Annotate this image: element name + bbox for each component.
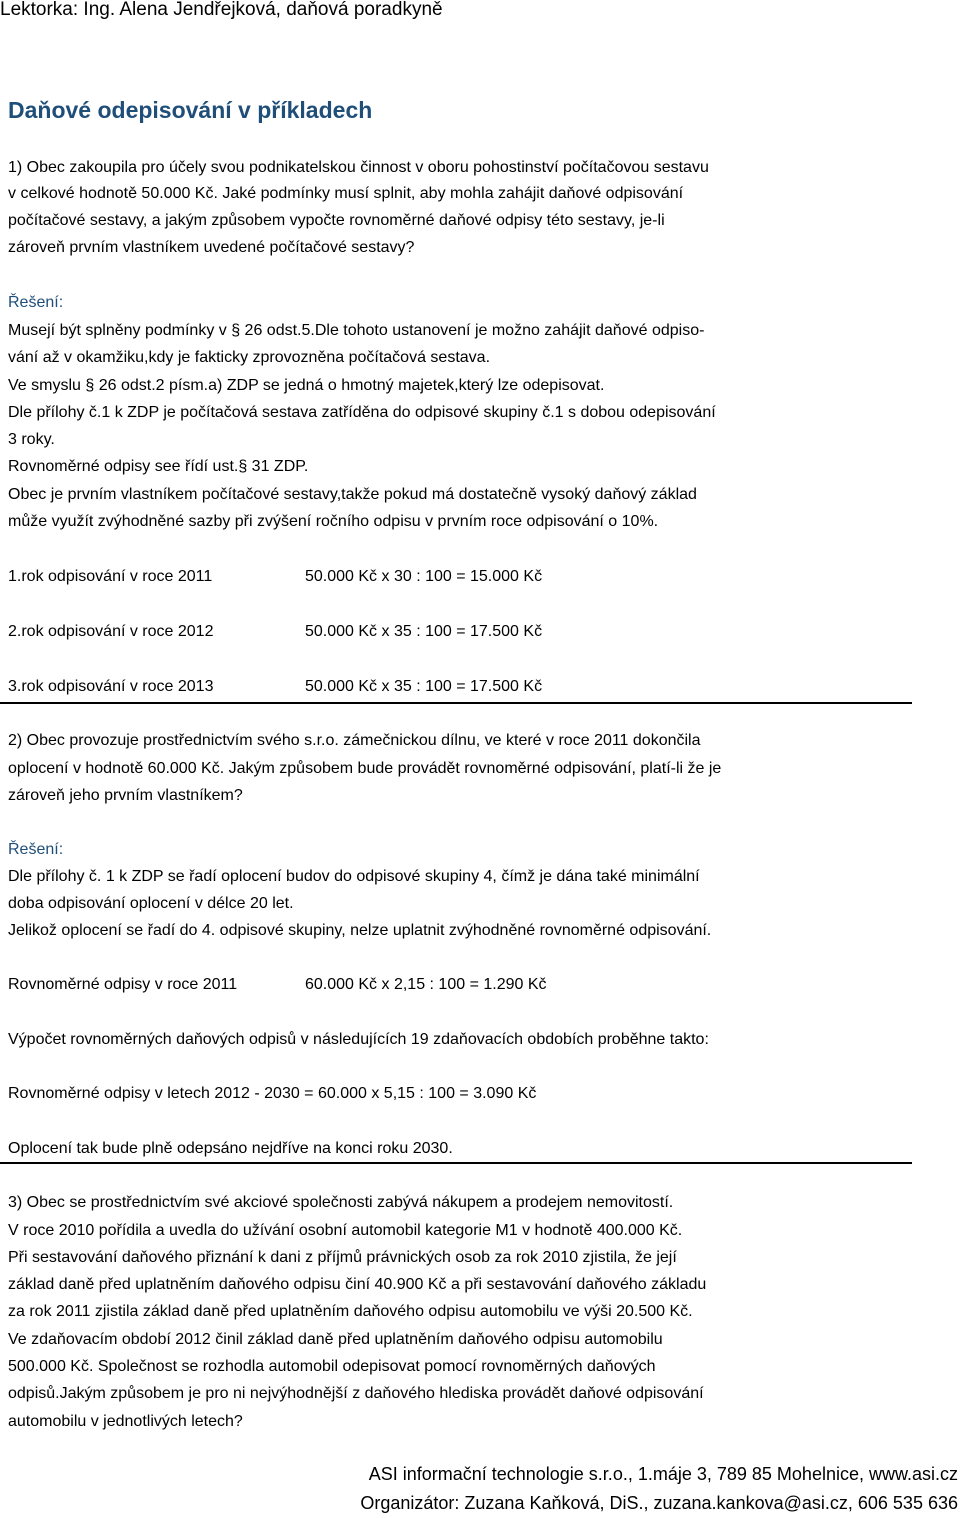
ex1-solution-line: Obec je prvním vlastníkem počítačové sestavy,takže pokud má dostatečně vysoký daňový základ: [8, 486, 697, 503]
ex1-solution-line: vání až v okamžiku,kdy je fakticky zprovozněna počítačová sestava.: [8, 349, 491, 366]
ex2-solution-line: Jelikož oplocení se řadí do 4. odpisové skupiny, nelze uplatnit zvýhodněné rovnoměrné odpisování.: [8, 922, 712, 939]
document-title: Daňové odepisování v příkladech: [8, 97, 373, 123]
ex1-solution-line: Musejí být splněny podmínky v § 26 odst.5.Dle tohoto ustanovení je možno zahájit daňové odpiso-: [8, 322, 705, 339]
ex1-line: v celkové hodnotě 50.000 Kč. Jaké podmínky musí splnit, aby mohla zahájit daňové odpisování: [8, 185, 684, 202]
ex2-line: zároveň jeho prvním vlastníkem?: [8, 787, 243, 804]
ex3-line: Ve zdaňovacím období 2012 činil základ daně před uplatněním daňového odpisu automobilu: [8, 1331, 663, 1348]
ex3-line: 3) Obec se prostřednictvím své akciové společnosti zabývá nákupem a prodejem nemovitostí.: [8, 1194, 674, 1211]
ex3-line: Při sestavování daňového přiznání k dani z příjmů právnických osob za rok 2010 zjistila, že její: [8, 1249, 677, 1266]
ex1-row-calc: 50.000 Kč x 35 : 100 = 17.500 Kč: [305, 623, 543, 640]
ex1-solution-line: Rovnoměrné odpisy see řídí ust.§ 31 ZDP.: [8, 458, 309, 475]
ex1-solution-line: může využít zvýhodněné sazby při zvýšení ročního odpisu v prvním roce odpisování o 10%.: [8, 513, 659, 530]
ex1-row-label: 1.rok odpisování v roce 2011: [8, 568, 213, 585]
ex3-line: 500.000 Kč. Společnost se rozhodla automobil odepisovat pomocí rovnoměrných daňových: [8, 1358, 656, 1375]
section-divider: [0, 1162, 912, 1164]
ex2-years-text: Rovnoměrné odpisy v letech 2012 - 2030 = 60.000 x 5,15 : 100 = 3.090 Kč: [8, 1085, 537, 1102]
lecturer-header: Lektorka: Ing. Alena Jendřejková, daňová poradkyně: [0, 0, 443, 20]
ex1-solution-line: Dle přílohy č.1 k ZDP je počítačová sestava zatříděna do odpisové skupiny č.1 s dobou odepisování: [8, 404, 716, 421]
section-divider: [0, 702, 912, 704]
ex2-row-calc: 60.000 Kč x 2,15 : 100 = 1.290 Kč: [305, 976, 547, 993]
ex1-row-label: 3.rok odpisování v roce 2013: [8, 678, 214, 695]
ex3-line: základ daně před uplatněním daňového odpisu činí 40.900 Kč a při sestavování daňového základu: [8, 1276, 707, 1293]
ex2-solution-label: Řešení:: [8, 841, 64, 858]
ex1-line: zároveň prvním vlastníkem uvedené počítačové sestavy?: [8, 239, 415, 256]
ex2-line: oplocení v hodnotě 60.000 Kč. Jakým způsobem bude provádět rovnoměrné odpisování, platí-li že je: [8, 760, 722, 777]
ex2-solution-line: doba odpisování oplocení v délce 20 let.: [8, 895, 294, 912]
ex1-row-calc: 50.000 Kč x 30 : 100 = 15.000 Kč: [305, 568, 543, 585]
ex2-row-label: Rovnoměrné odpisy v roce 2011: [8, 976, 238, 993]
ex1-solution-line: 3 roky.: [8, 431, 55, 448]
ex3-line: odpisů.Jakým způsobem je pro ni nejvýhodnější z daňového hlediska provádět daňové odpisování: [8, 1385, 704, 1402]
ex2-line: 2) Obec provozuje prostřednictvím svého s.r.o. zámečnickou dílnu, ve které v roce 2011 dokončila: [8, 732, 701, 749]
ex2-conclusion: Oplocení tak bude plně odepsáno nejdříve na konci roku 2030.: [8, 1140, 453, 1157]
ex3-line: V roce 2010 pořídila a uvedla do užívání osobní automobil kategorie M1 v hodnotě 400.000 Kč.: [8, 1222, 683, 1239]
ex2-next-text: Výpočet rovnoměrných daňových odpisů v následujících 19 zdaňovacích obdobích proběhne takto:: [8, 1031, 709, 1048]
ex1-line: 1) Obec zakoupila pro účely svou podnikatelskou činnost v oboru pohostinství počítačovou sestavu: [8, 159, 709, 176]
footer-organizer: Organizátor: Zuzana Kaňková, DiS., zuzana.kankova@asi.cz, 606 535 636: [360, 1493, 958, 1513]
footer-company: ASI informační technologie s.r.o., 1.máje 3, 789 85 Mohelnice, www.asi.cz: [368, 1464, 958, 1484]
ex3-line: za rok 2011 zjistila základ daně před uplatněním daňového odpisu automobilu ve výši 20.500 Kč.: [8, 1303, 693, 1320]
ex1-solution-label: Řešení:: [8, 294, 64, 311]
ex3-line: automobilu v jednotlivých letech?: [8, 1413, 243, 1430]
ex1-row-label: 2.rok odpisování v roce 2012: [8, 623, 214, 640]
ex2-solution-line: Dle přílohy č. 1 k ZDP se řadí oplocení budov do odpisové skupiny 4, čímž je dána také minimální: [8, 868, 700, 885]
ex1-solution-line: Ve smyslu § 26 odst.2 písm.a) ZDP se jedná o hmotný majetek,který lze odepisovat.: [8, 377, 605, 394]
ex1-row-calc: 50.000 Kč x 35 : 100 = 17.500 Kč: [305, 678, 543, 695]
ex1-line: počítačové sestavy, a jakým způsobem vypočte rovnoměrné daňové odpisy této sestavy, je-li: [8, 212, 665, 229]
